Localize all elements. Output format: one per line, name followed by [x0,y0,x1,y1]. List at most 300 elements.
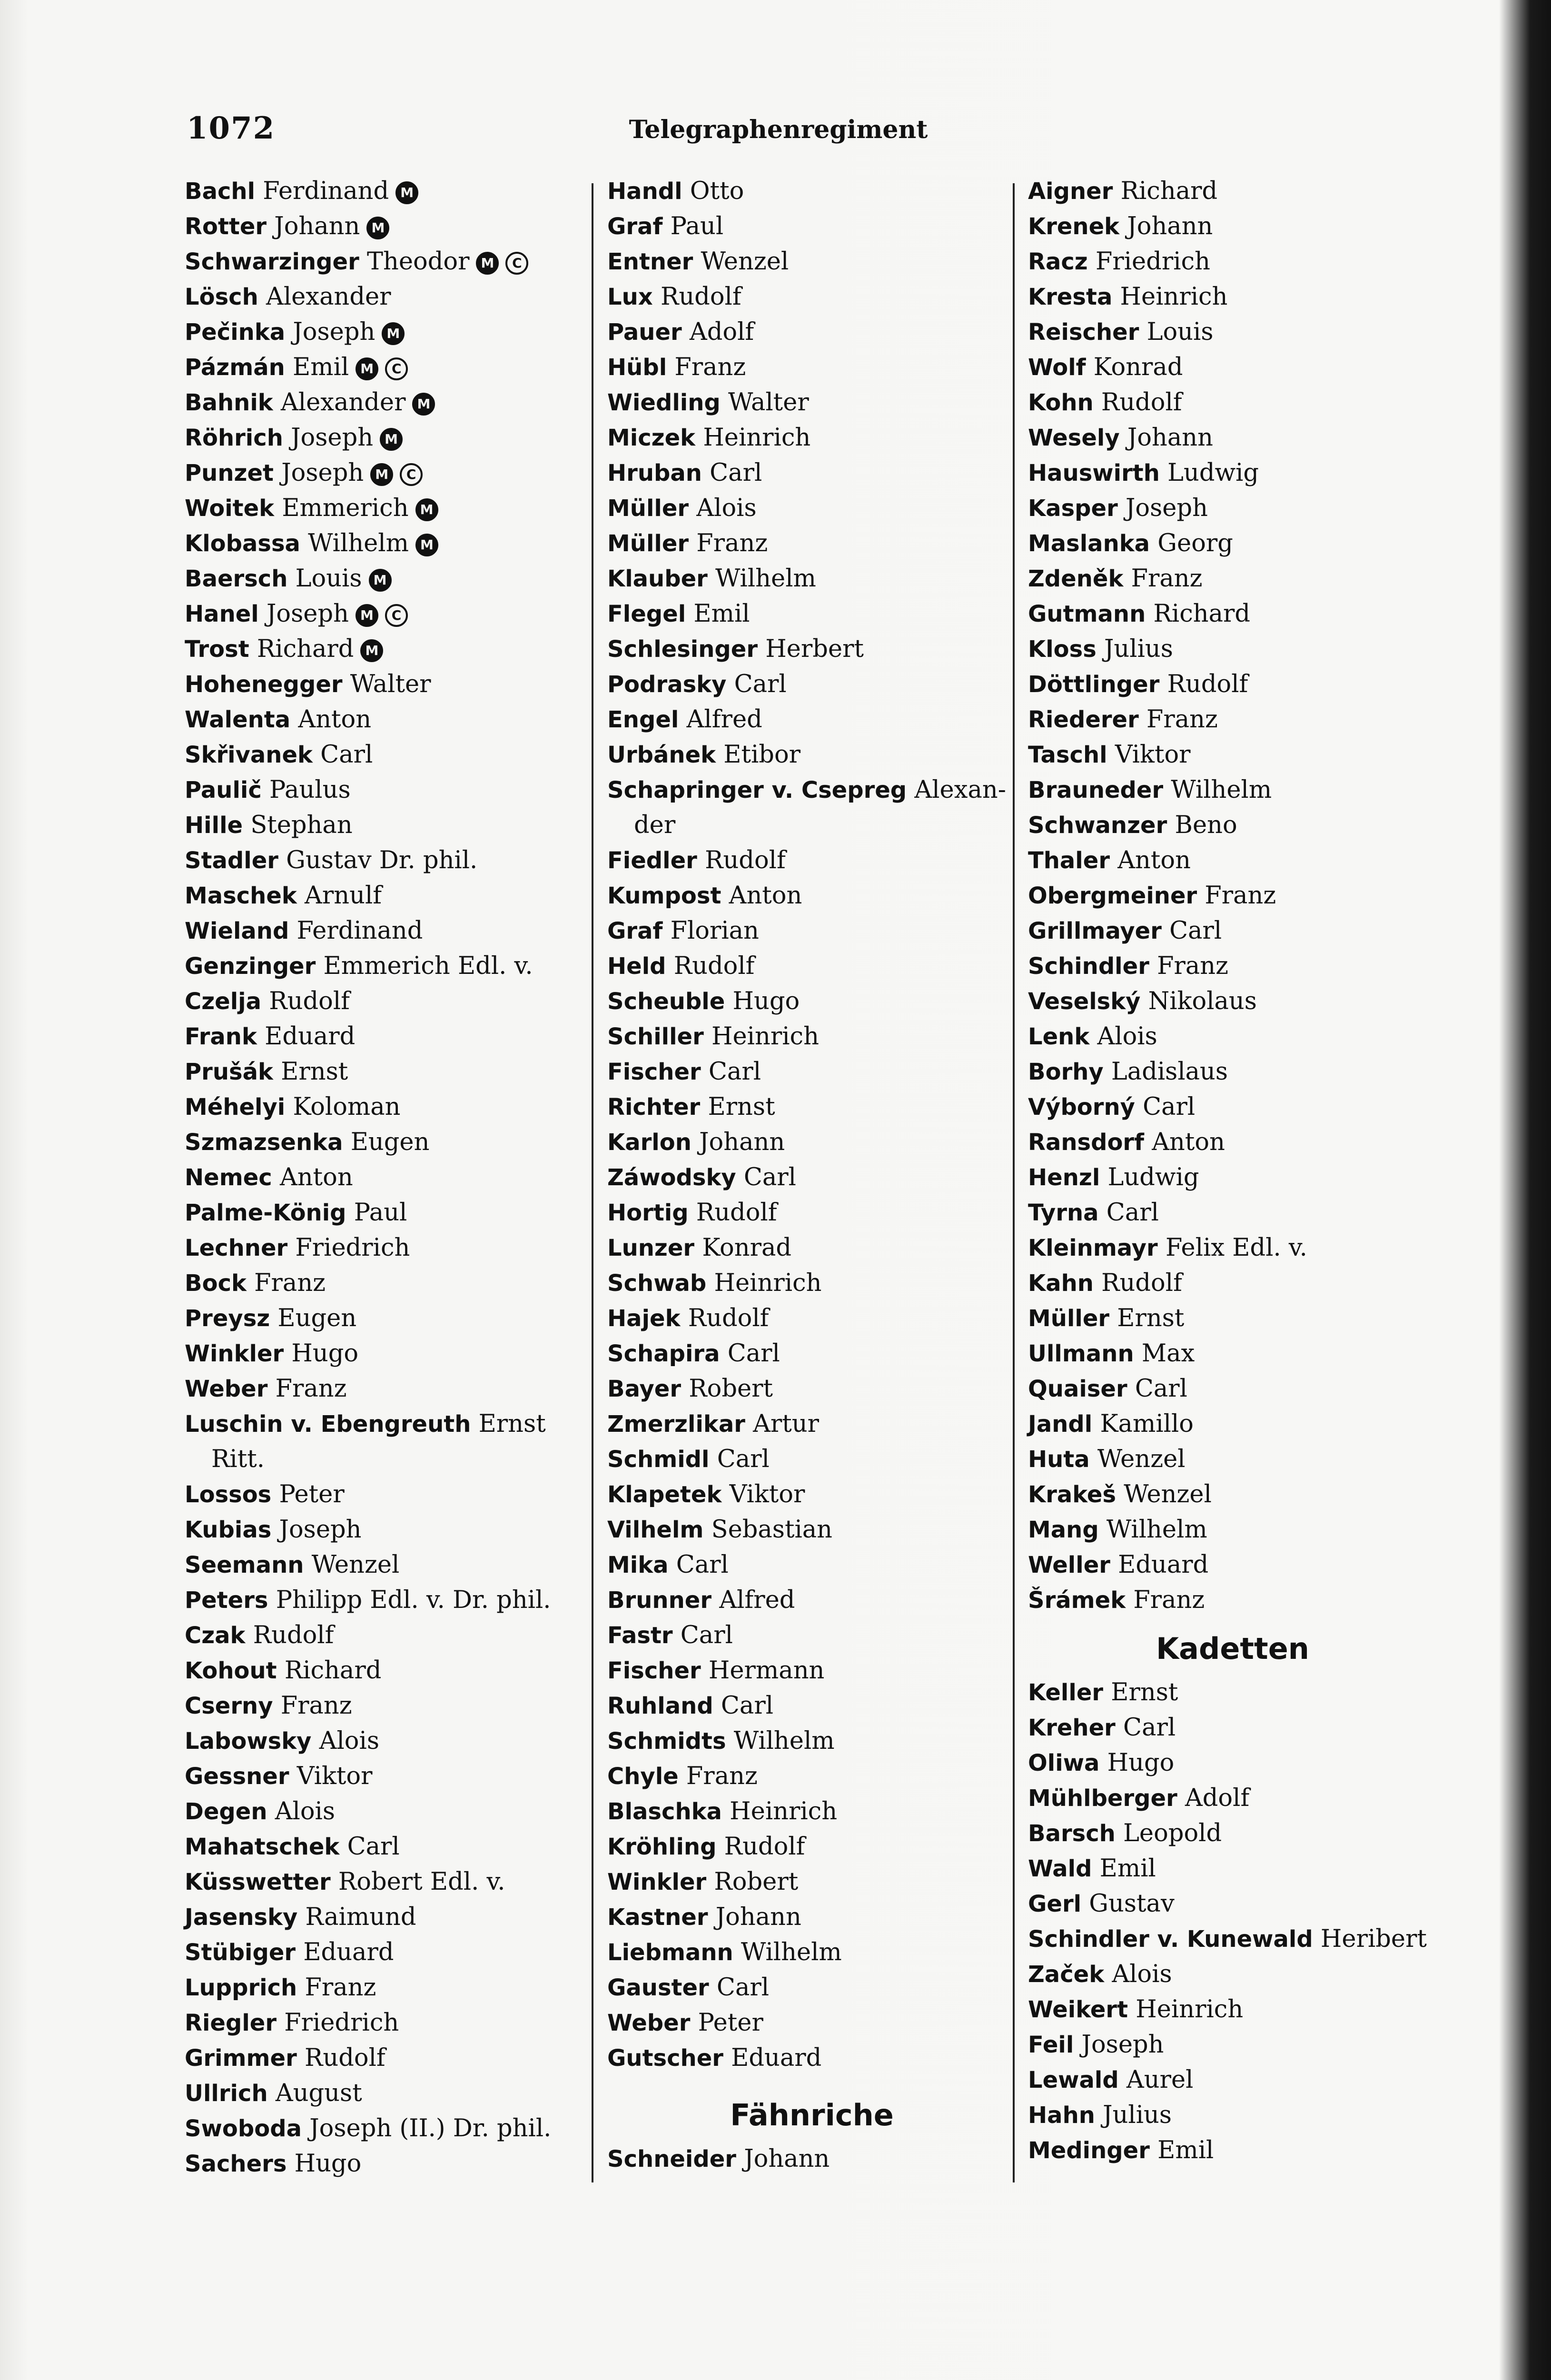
surname: Quaiser [1028,1376,1127,1402]
list-item [1028,315,1437,350]
list-item [185,244,584,279]
surname: Gerl [1028,1891,1082,1917]
list-item [185,1090,584,1125]
given-name: Johann [1127,212,1213,240]
list-item [1028,1054,1437,1090]
given-name: Robert [714,1868,799,1896]
surname: Engel [607,706,679,733]
list-item [185,1230,584,1266]
given-name: Joseph [281,459,364,487]
surname: Müller [607,495,689,522]
circled-c-icon: C [385,604,408,627]
given-name: Joseph (II.) Dr. phil. [309,2114,552,2142]
list-item [607,350,1017,385]
list-item [607,279,1017,315]
surname: Aigner [1028,178,1113,205]
given-name: Richard [257,635,354,663]
surname: Brunner [607,1587,711,1614]
given-name: Carl [1123,1714,1176,1742]
column-divider [1013,183,1015,2182]
list-item [185,561,584,596]
given-name: Ernst [708,1093,775,1121]
circled-m-icon: M [415,498,438,521]
list-item [607,561,1017,596]
given-name: Walter [728,388,809,416]
list-item [607,315,1017,350]
given-name: Adolf [1185,1784,1250,1812]
given-name: Heribert [1320,1925,1427,1953]
given-name: Friedrich [1095,248,1210,276]
list-item [607,1090,1017,1125]
list-item [185,913,584,949]
surname: Peters [185,1587,268,1614]
list-item [607,1266,1017,1301]
surname: Lenk [1028,1023,1090,1050]
given-name: Carl [680,1621,733,1649]
surname: Lossos [185,1481,272,1508]
list-item [1028,2133,1437,2168]
running-title: Telegraphenregiment [629,115,928,144]
given-name: Rudolf [1167,670,1248,698]
list-item [1028,561,1437,596]
given-name: Carl [347,1833,400,1861]
list-item [185,2146,584,2182]
given-name: Anton [298,705,372,734]
surname: Hortig [607,1200,689,1226]
list-item [607,1900,1017,1935]
list-item [1028,984,1437,1019]
list-item [607,244,1017,279]
given-name: Alois [1097,1022,1157,1051]
surname: Fastr [607,1622,673,1649]
surname: Bock [185,1270,247,1297]
given-name: Wenzel [701,248,789,276]
surname: Paulič [185,777,262,803]
given-name: Louis [295,565,362,593]
given-name: Alexander [266,283,391,311]
list-item [185,1512,584,1547]
given-name: Artur [753,1410,820,1438]
list-item [1028,843,1437,878]
surname: Gutmann [1028,601,1146,627]
surname: Röhrich [185,425,283,451]
list-item [185,1724,584,1759]
given-name: Julius [1103,2101,1172,2129]
given-name: Raimund [305,1903,416,1931]
list-item [185,2111,584,2146]
list-item [1028,2098,1437,2133]
surname: Liebmann [607,1939,733,1966]
given-name: Alois [1112,1960,1172,1988]
surname: Keller [1028,1679,1104,1706]
list-item [607,1125,1017,1160]
list-item [1028,773,1437,808]
given-name: Heinrich [703,424,811,452]
surname: Riegler [185,2010,277,2036]
list-item [607,632,1017,667]
name-continuation: Ritt. [211,1445,265,1473]
list-item [185,1336,584,1371]
surname: Schiller [607,1023,704,1050]
surname: Kloss [1028,636,1097,663]
list-item [607,1336,1017,1371]
given-name: Franz [1205,882,1276,910]
list-item [185,1019,584,1054]
list-item [1028,878,1437,913]
given-name: Franz [674,353,746,381]
given-name: Eduard [265,1022,356,1051]
list-item [607,1618,1017,1653]
list-item [607,1301,1017,1336]
given-name: Konrad [1093,353,1183,381]
list-item [185,984,584,1019]
list-item [185,1935,584,1970]
given-name: Johann [274,212,360,240]
surname: Gauster [607,1974,709,2001]
circled-c-icon: C [400,463,423,486]
list-item [1028,1816,1437,1851]
surname: Czelja [185,988,262,1015]
surname: Hauswirth [1028,460,1160,486]
given-name: Carl [727,1339,780,1368]
list-item [607,667,1017,702]
given-name: Johann [715,1903,801,1931]
surname: Henzl [1028,1164,1100,1191]
given-name: Peter [698,2009,763,2037]
circled-m-icon: M [476,252,499,275]
list-item [185,2005,584,2041]
given-name: Ladislaus [1111,1058,1228,1086]
given-name: Max [1141,1339,1195,1368]
list-item [607,491,1017,526]
given-name: Wenzel [311,1551,400,1579]
list-item [1028,1781,1437,1816]
list-item [607,984,1017,1019]
surname: Hanel [185,601,259,627]
surname: Weller [1028,1552,1110,1578]
surname: Hajek [607,1305,681,1332]
given-name: Herbert [765,635,864,663]
surname: Mang [1028,1517,1099,1543]
list-item [607,456,1017,491]
surname: Czak [185,1622,246,1649]
surname: Thaler [1028,847,1110,874]
surname: Mühlberger [1028,1785,1177,1812]
list-item [607,1442,1017,1477]
list-item [1028,2063,1437,2098]
surname: Döttlinger [1028,671,1160,698]
list-item [185,949,584,984]
surname: Luschin v. Ebengreuth [185,1411,471,1438]
list-item [1028,491,1437,526]
given-name: Rudolf [305,2044,385,2072]
given-name: Ernst [1117,1304,1185,1332]
list-item [607,1407,1017,1442]
given-name: Ernst [478,1410,546,1438]
surname: Gutscher [607,2045,723,2072]
list-item [185,350,584,385]
given-name: Carl [717,1445,770,1473]
surname: Kresta [1028,284,1113,310]
surname: Schindler v. Kunewald [1028,1926,1313,1953]
given-name: Viktor [296,1762,373,1790]
given-name: Wilhelm [1106,1516,1207,1544]
column-divider [592,183,593,2182]
list-item [1028,1922,1437,1957]
given-name: Emil [293,353,349,381]
surname: Začek [1028,1961,1105,1988]
surname: Skřivanek [185,742,313,768]
list-item [185,385,584,420]
surname: Weber [607,2010,691,2036]
surname: Maschek [185,883,297,909]
list-item [1028,526,1437,561]
given-name: Friedrich [284,2009,399,2037]
given-name: Anton [279,1163,353,1191]
list-item [607,737,1017,773]
list-item [1028,1125,1437,1160]
surname: Schindler [1028,953,1149,980]
list-item [607,1583,1017,1618]
given-name: Etibor [723,741,801,769]
surname: Méhelyi [185,1094,286,1121]
given-name: Hugo [291,1339,359,1368]
list-item [607,1794,1017,1829]
surname: Handl [607,178,682,205]
surname: Borhy [1028,1059,1104,1085]
list-item [1028,1477,1437,1512]
given-name: Paulus [269,776,351,804]
given-name: Carl [716,1973,770,2002]
given-name: Wenzel [1124,1480,1212,1508]
list-item [607,773,1017,808]
surname: Klauber [607,565,708,592]
given-name: Rudolf [1101,1269,1182,1297]
surname: Schlesinger [607,636,758,663]
given-name: Alois [275,1797,336,1825]
given-name: Rudolf [696,1199,777,1227]
circled-m-icon: M [412,393,435,416]
given-name: Franz [275,1375,347,1403]
list-item [607,1054,1017,1090]
list-item [607,1970,1017,2005]
given-name: Arnulf [305,882,382,910]
list-item [1028,209,1437,244]
surname: Lunzer [607,1235,695,1261]
given-name: August [275,2079,362,2107]
list-item [1028,596,1437,632]
list-item [607,1512,1017,1547]
circled-m-icon: M [370,463,393,486]
surname: Prušák [185,1059,273,1085]
surname: Riederer [1028,706,1139,733]
given-name: Rudolf [705,846,786,874]
surname: Feil [1028,2032,1074,2058]
given-name: Joseph [291,424,374,452]
surname: Lechner [185,1235,288,1261]
surname: Pečinka [185,319,286,346]
surname: Wesely [1028,425,1120,451]
list-item [185,1054,584,1090]
surname: Bayer [607,1376,682,1402]
column-3 [1028,174,1437,2168]
list-item [1028,2027,1437,2063]
given-name: Franz [686,1762,758,1790]
given-name: Wilhelm [308,529,409,557]
given-name: Theodor [366,248,470,276]
list-item [185,1371,584,1407]
list-item [1028,1583,1437,1618]
list-item [607,1724,1017,1759]
given-name: Joseph [293,318,375,346]
surname: Oliwa [1028,1750,1100,1776]
given-name: Sebastian [711,1516,833,1544]
list-item [1028,174,1437,209]
given-name: Franz [280,1692,352,1720]
surname: Výborný [1028,1094,1135,1121]
list-item [185,1900,584,1935]
surname: Brauneder [1028,777,1164,803]
given-name: Carl [1169,917,1222,945]
surname: Nemec [185,1164,272,1191]
list-item [1028,1957,1437,1992]
surname: Palme-König [185,1200,346,1226]
surname: Weber [185,1376,268,1402]
surname: Trost [185,636,249,663]
given-name: Koloman [293,1093,401,1121]
circled-m-icon: M [382,322,405,345]
list-item [185,1688,584,1724]
given-name: Rudolf [724,1833,805,1861]
surname: Miczek [607,425,696,451]
surname: Graf [607,213,663,240]
list-item [185,737,584,773]
given-name: Heinrich [711,1022,819,1051]
list-item [185,420,584,456]
list-item [1028,632,1437,667]
surname: Baersch [185,565,288,592]
list-item [185,843,584,878]
given-name: Rudolf [673,952,755,980]
surname: Ransdorf [1028,1129,1144,1156]
surname: Schapira [607,1340,720,1367]
list-item [185,1547,584,1583]
list-item [607,1195,1017,1230]
given-name: Paul [354,1199,407,1227]
surname: Kohn [1028,389,1094,416]
given-name: Richard [1153,600,1251,628]
list-item [1028,1371,1437,1407]
surname: Szmazsenka [185,1129,343,1156]
list-item [1028,350,1437,385]
given-name: Otto [690,177,744,205]
surname: Klapetek [607,1481,722,1508]
surname: Chyle [607,1763,679,1790]
given-name: Stephan [250,811,353,839]
list-item [1028,244,1437,279]
given-name: Emmerich Edl. v. [323,952,533,980]
given-name: Heinrich [1120,283,1228,311]
list-item [1028,385,1437,420]
given-name: Carl [708,1058,761,1086]
surname: Krenek [1028,213,1120,240]
list-item [185,1829,584,1864]
list-item [185,1160,584,1195]
surname: Klobassa [185,530,300,557]
list-item [1028,1019,1437,1054]
surname: Graf [607,918,663,944]
given-name: Peter [279,1480,345,1508]
surname: Veselský [1028,988,1141,1015]
given-name: Heinrich [730,1797,838,1825]
list-item [185,878,584,913]
surname: Gessner [185,1763,289,1790]
given-name: Walter [350,670,431,698]
surname: Schapringer v. Csepreg [607,777,907,803]
surname: Lux [607,284,653,310]
circled-m-icon: M [366,217,389,239]
given-name: Wilhelm [733,1727,835,1755]
surname: Schmidts [607,1728,726,1755]
surname: Ullmann [1028,1340,1134,1367]
surname: Blaschka [607,1798,722,1825]
list-item [607,385,1017,420]
list-item [1028,1992,1437,2027]
list-item [1028,1160,1437,1195]
surname: Winkler [607,1869,707,1895]
given-name: Anton [1117,846,1191,874]
surname: Šrámek [1028,1587,1126,1614]
list-item [1028,456,1437,491]
surname: Fischer [607,1059,701,1085]
given-name: Heinrich [714,1269,822,1297]
surname: Wieland [185,918,289,944]
surname: Fiedler [607,847,697,874]
surname: Küsswetter [185,1869,331,1895]
surname: Schneider [607,2146,736,2172]
section-heading: Kadetten [1156,1631,1309,1666]
given-name: Carl [1135,1375,1187,1403]
list-item [607,1829,1017,1864]
list-item [185,702,584,737]
list-item [185,526,584,561]
given-name: Hugo [1107,1749,1175,1777]
list-item [185,808,584,843]
list-item [185,315,584,350]
surname: Jasensky [185,1904,298,1931]
surname: Kohout [185,1657,277,1684]
given-name: Adolf [689,318,754,346]
list-item [607,808,1017,843]
list-item [1028,1195,1437,1230]
surname: Zdeněk [1028,565,1124,592]
given-name: Felix Edl. v. [1165,1234,1307,1262]
circled-m-icon: M [360,639,383,662]
surname: Winkler [185,1340,284,1367]
surname: Obergmeiner [1028,883,1197,909]
given-name: Wilhelm [741,1938,842,1966]
list-item [607,209,1017,244]
list-item [185,456,584,491]
circled-c-icon: C [385,357,408,380]
list-item [607,949,1017,984]
given-name: Joseph [266,600,349,628]
given-name: Alexander [280,388,406,416]
surname: Zmerzlikar [607,1411,745,1438]
list-item [185,209,584,244]
list-item [1028,420,1437,456]
given-name: Beno [1175,811,1237,839]
